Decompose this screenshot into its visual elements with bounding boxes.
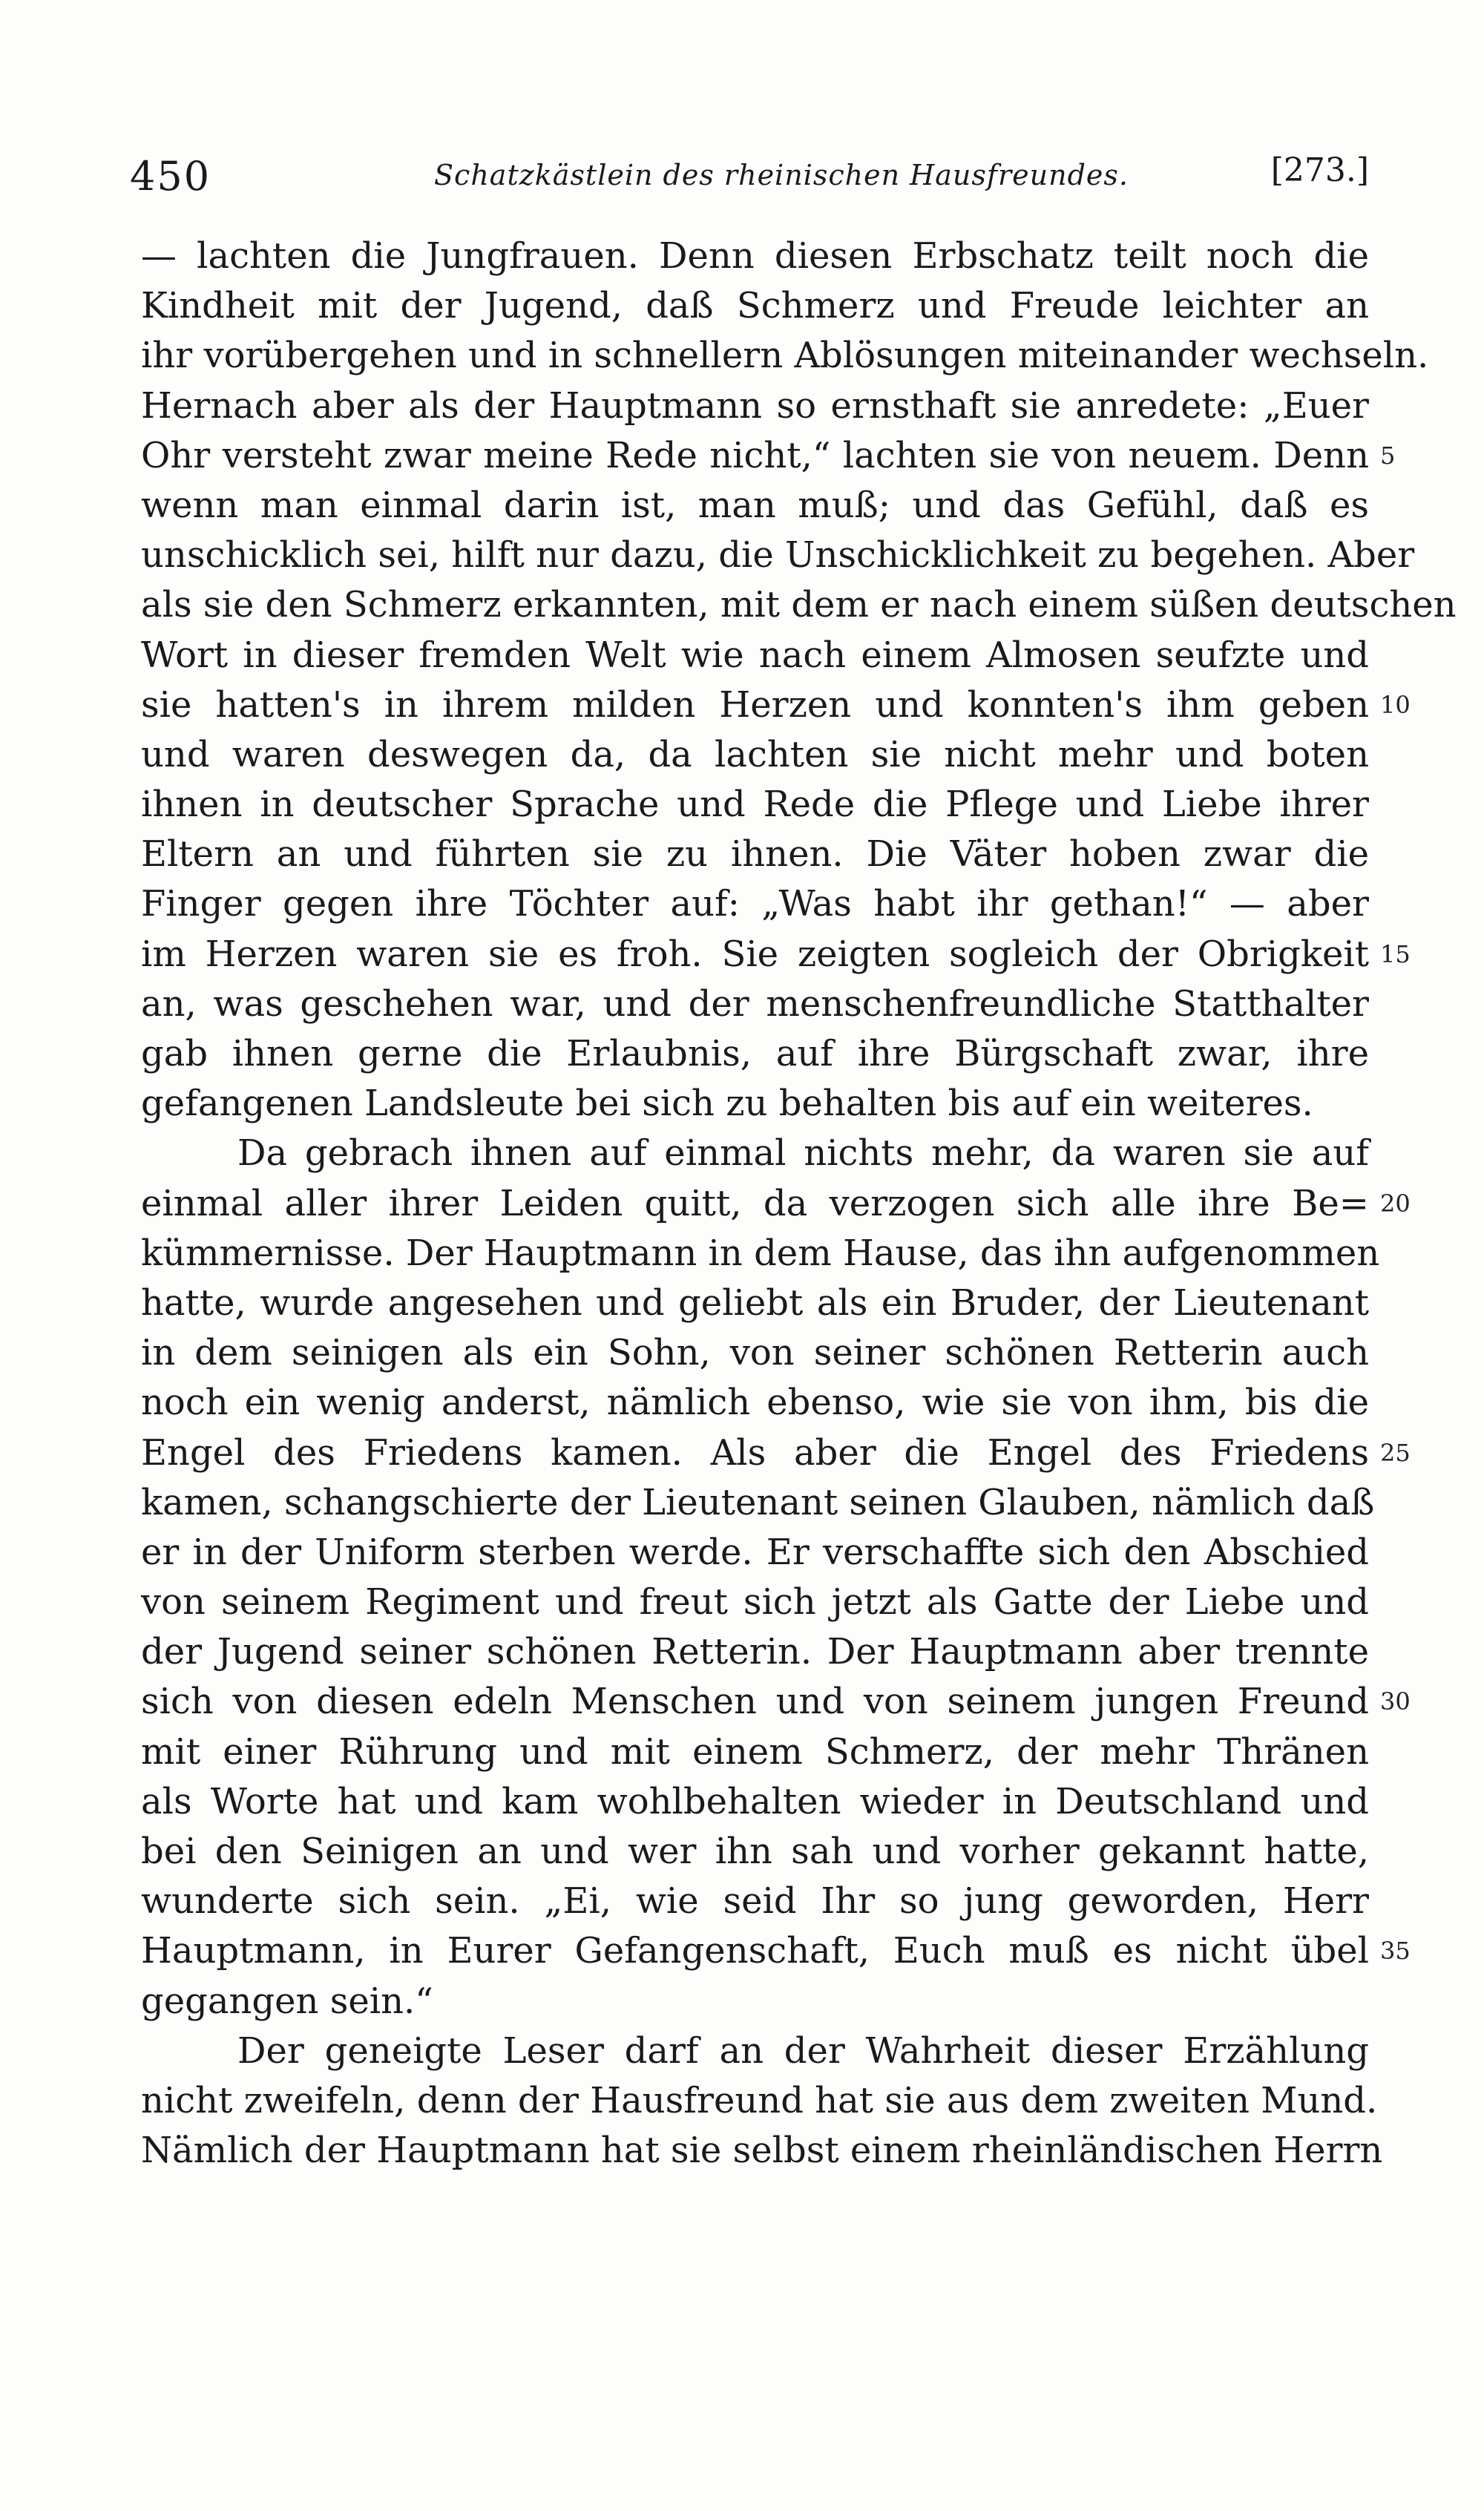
paragraph-start-line: Der geneigte Leser darf an der Wahrheit dieser Erzählung (237, 2029, 1369, 2072)
text-line: Engel des Friedens kamen. Als aber die Engel des Friedens 25 (141, 1428, 1369, 1478)
text-line: sie hatten's in ihrem milden Herzen und konnten's ihm geben 10 (141, 680, 1369, 730)
text-line: nicht zweifeln, denn der Hausfreund hat sie aus dem zweiten Mund. (141, 2079, 1378, 2121)
text-line: gegangen sein.“ (141, 1980, 433, 2022)
text-line: noch ein wenig anderst, nämlich ebenso, wie sie von ihm, bis die (141, 1382, 1369, 1424)
text-line: an, was geschehen war, und der menschenfreundliche Statthalter (141, 982, 1369, 1025)
text-line: er in der Uniform sterben werde. Er verschaffte sich den Abschied (141, 1531, 1369, 1573)
text-line: einmal aller ihrer Leiden quitt, da verzogen sich alle ihre Be= 20 (141, 1179, 1369, 1229)
text-line: im Herzen waren sie es froh. Sie zeigten sogleich der Obrigkeit 15 (141, 930, 1369, 979)
line-number: 20 (1380, 1189, 1411, 1218)
text-line: wunderte sich sein. „Ei, wie seid Ihr so jung geworden, Herr (141, 1880, 1369, 1923)
text-line: der Jugend seiner schönen Retterin. Der Hauptmann aber trennte (141, 1631, 1369, 1673)
text-line: in dem seinigen als ein Sohn, von seiner schönen Retterin auch (141, 1332, 1369, 1374)
text-line: Ohr versteht zwar meine Rede nicht,“ lachten sie von neuem. Denn 5 (141, 431, 1369, 481)
paragraph-start-line: Da gebrach ihnen auf einmal nichts mehr, da waren sie auf (237, 1132, 1369, 1175)
text-line: gab ihnen gerne die Erlaubnis, auf ihre Bürgschaft zwar, ihre (141, 1033, 1369, 1074)
body-text (141, 232, 1457, 2176)
text-line: hatte, wurde angesehen und geliebt als ein Bruder, der Lieutenant (141, 1281, 1369, 1324)
text-line: kamen, schangschierte der Lieutenant seinen Glauben, nämlich daß (141, 1481, 1375, 1523)
text-line: Hernach aber als der Hauptmann so ernsthaft sie anredete: „Euer (141, 384, 1369, 427)
text-line: unschicklich sei, hilft nur dazu, die Unschicklichkeit zu begehen. Aber (141, 534, 1415, 577)
text-line: mit einer Rührung und mit einem Schmerz, der mehr Thränen (141, 1730, 1369, 1773)
line-number: 10 (1380, 690, 1411, 719)
line-number: 35 (1380, 1937, 1411, 1966)
text-line: — lachten die Jungfrauen. Denn diesen Erbschatz teilt noch die (141, 235, 1369, 277)
text-line: Finger gegen ihre Töchter auf: „Was habt ihr gethan!“ — aber (141, 883, 1369, 925)
text-line: sich von diesen edeln Menschen und von seinem jungen Freund 30 (141, 1677, 1369, 1727)
running-title: Schatzkästlein des rheinischen Hausfreundes. (434, 159, 1129, 191)
text-line: ihr vorübergehen und in schnellern Ablösungen miteinander wechseln. (141, 335, 1429, 377)
line-number: 15 (1380, 939, 1411, 968)
text-line: wenn man einmal darin ist, man muß; und das Gefühl, daß es (141, 484, 1369, 526)
line-number: 30 (1380, 1687, 1411, 1716)
text-line: und waren deswegen da, da lachten sie nicht mehr und boten (141, 733, 1369, 775)
text-line: gefangenen Landsleute bei sich zu behalten bis auf ein weiteres. (141, 1083, 1313, 1125)
text-line: bei den Seinigen an und wer ihn sah und vorher gekannt hatte, (141, 1831, 1369, 1872)
section-reference: [273.] (1270, 151, 1369, 189)
text-line: als sie den Schmerz erkannten, mit dem er nach einem süßen deutschen (141, 584, 1457, 626)
text-line: Nämlich der Hauptmann hat sie selbst einem rheinländischen Herrn (141, 2130, 1383, 2172)
text-line: Eltern an und führten sie zu ihnen. Die Väter hoben zwar die (141, 833, 1369, 876)
text-line: kümmernisse. Der Hauptmann in dem Hause, das ihn aufgenommen (141, 1232, 1380, 1274)
text-line: als Worte hat und kam wohlbehalten wieder in Deutschland und (141, 1780, 1369, 1822)
text-line: ihnen in deutscher Sprache und Rede die Pflege und Liebe ihrer (141, 784, 1369, 826)
page-number: 450 (130, 153, 211, 200)
text-line: Wort in dieser fremden Welt wie nach einem Almosen seufzte und (141, 634, 1369, 676)
text-line: Hauptmann, in Eurer Gefangenschaft, Euch muß es nicht übel 35 (141, 1926, 1369, 1976)
text-line: Kindheit mit der Jugend, daß Schmerz und Freude leichter an (141, 285, 1369, 327)
page-header (130, 141, 1369, 200)
line-number: 5 (1380, 441, 1396, 470)
line-number: 25 (1380, 1438, 1411, 1467)
text-line: von seinem Regiment und freut sich jetzt als Gatte der Liebe und (141, 1581, 1369, 1624)
